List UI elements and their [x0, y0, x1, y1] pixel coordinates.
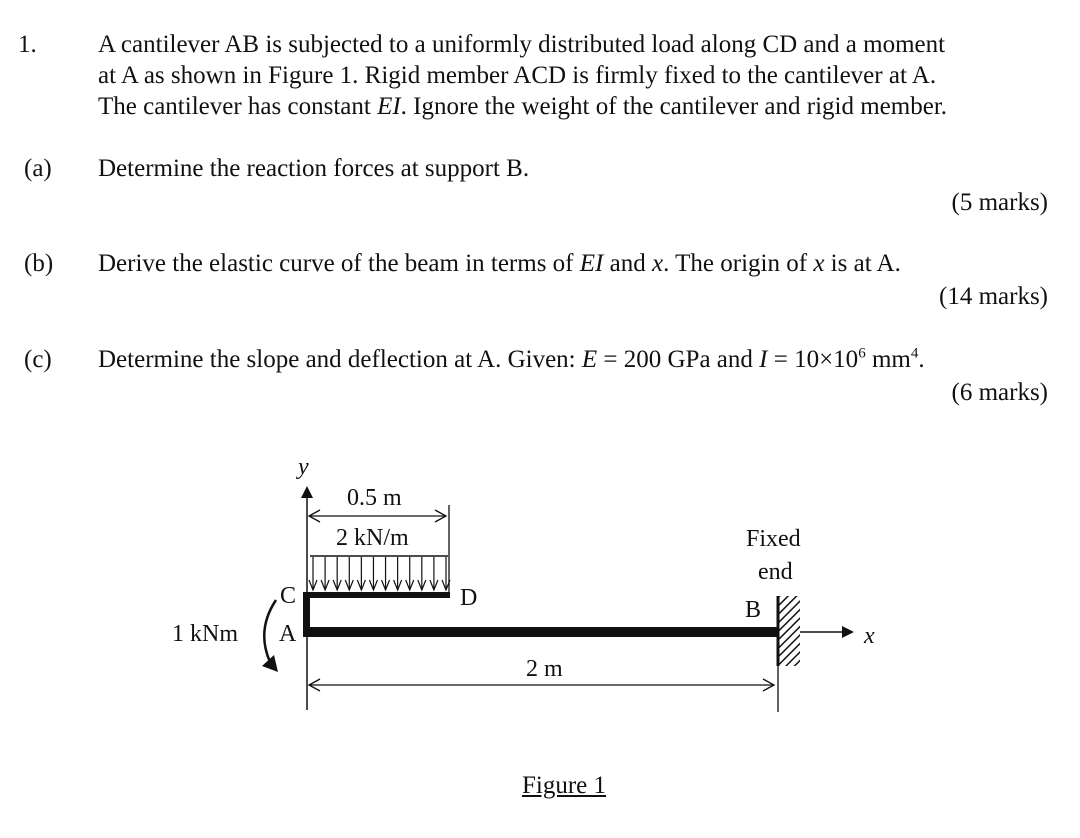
point-c-label: C	[280, 583, 297, 609]
fixed-support-hatch	[778, 596, 800, 666]
support-label-line-1: Fixed	[746, 526, 801, 552]
span-label: 2 m	[526, 656, 563, 682]
part-a-marks: (5 marks)	[951, 189, 1048, 216]
x-axis-arrowhead	[842, 626, 854, 638]
question-number: 1.	[18, 31, 37, 58]
moment-label: 1 kNm	[172, 621, 238, 647]
cantilever-beam	[303, 627, 778, 637]
y-axis-label: y	[298, 454, 309, 480]
point-b-label: B	[745, 597, 762, 623]
question-line-2: at A as shown in Figure 1. Rigid member ACD is firmly fixed to the cantilever at A.	[98, 62, 937, 89]
question-line-3: The cantilever has constant EI. Ignore the weight of the cantilever and rigid member.	[98, 93, 948, 120]
part-c-marks: (6 marks)	[951, 379, 1048, 406]
rigid-member-cd	[303, 592, 450, 598]
udl-length-label: 0.5 m	[347, 485, 402, 511]
figure-caption: Figure 1	[522, 772, 607, 799]
point-a-label: A	[279, 621, 297, 647]
udl-intensity-label: 2 kN/m	[336, 525, 409, 551]
part-a-label: (a)	[24, 155, 52, 182]
moment-arrowhead	[262, 655, 278, 672]
moment-arc	[264, 600, 276, 662]
part-b-marks: (14 marks)	[939, 283, 1048, 310]
y-axis-arrowhead	[301, 486, 313, 498]
part-b-text: Derive the elastic curve of the beam in terms of EI and x. The origin of x is at A.	[98, 250, 901, 277]
x-axis-label: x	[864, 623, 875, 649]
part-c-text: Determine the slope and deflection at A. Given: E = 200 GPa and $I = 10\times 10^6$ $mm^4$.	[98, 345, 925, 373]
question-line-1: A cantilever AB is subjected to a uniformly distributed load along CD and a moment	[98, 31, 946, 58]
point-d-label: D	[460, 585, 478, 611]
part-c-label: (c)	[24, 346, 52, 373]
part-b-label: (b)	[24, 250, 54, 277]
udl-arrows	[309, 557, 450, 590]
support-label-line-2: end	[758, 559, 793, 585]
part-a-text: Determine the reaction forces at support B.	[98, 155, 530, 182]
